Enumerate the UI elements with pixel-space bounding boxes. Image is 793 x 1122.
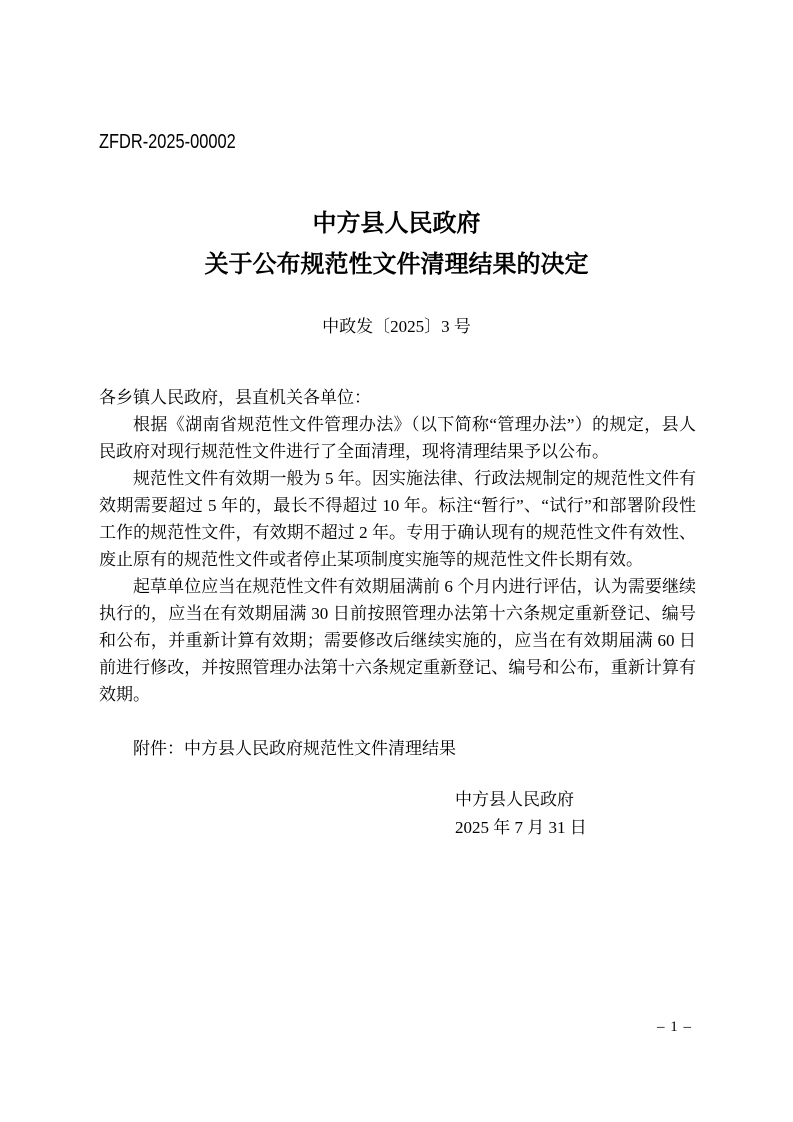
body-paragraph-2: 规范性文件有效期一般为 5 年。因实施法律、行政法规制定的规范性文件有效期需要超过 5 年的，最长不得超过 10 年。标注“暂行”、“试行”和部署阶段性工作的规范性文件，有效期不超过 2 年。专用于确认现有的规范性文件有效性、废止原有的规范性文件或者停止某项制度实施等的规范性文件长期有效。 xyxy=(99,469,696,569)
body-paragraph-3: 起草单位应当在规范性文件有效期届满前 6 个月内进行评估，认为需要继续执行的，应当在有效期届满 30 日前按照管理办法第十六条规定重新登记、编号和公布，并重新计算有效期；需要修改后继续实施的，应当在有效期届满 60 日前进行修改，并按照管理办法第十六条规定重新登记、编号和公布，重新计算有效期。 xyxy=(99,577,696,704)
document-number: 中政发〔2025〕3 号 xyxy=(322,317,471,336)
page-number: – 1 – xyxy=(657,1019,692,1035)
document-id: ZFDR-2025-00002 xyxy=(99,131,236,153)
signature-date: 2025 年 7 月 31 日 xyxy=(455,818,587,837)
signature-block xyxy=(455,786,587,842)
document-title-line-1: 中方县人民政府 xyxy=(312,211,481,237)
body-paragraph-1: 根据《湖南省规范性文件管理办法》（以下简称“管理办法”）的规定，县人民政府对现行规范性文件进行了全面清理，现将清理结果予以公布。 xyxy=(99,415,696,461)
document-title xyxy=(0,204,793,286)
document-title-line-2: 关于公布规范性文件清理结果的决定 xyxy=(204,252,589,278)
document-body xyxy=(99,384,696,762)
signature-issuer: 中方县人民政府 xyxy=(455,790,574,809)
salutation-line: 各乡镇人民政府，县直机关各单位： xyxy=(99,388,371,407)
attachment-note: 附件：中方县人民政府规范性文件清理结果 xyxy=(133,739,456,758)
